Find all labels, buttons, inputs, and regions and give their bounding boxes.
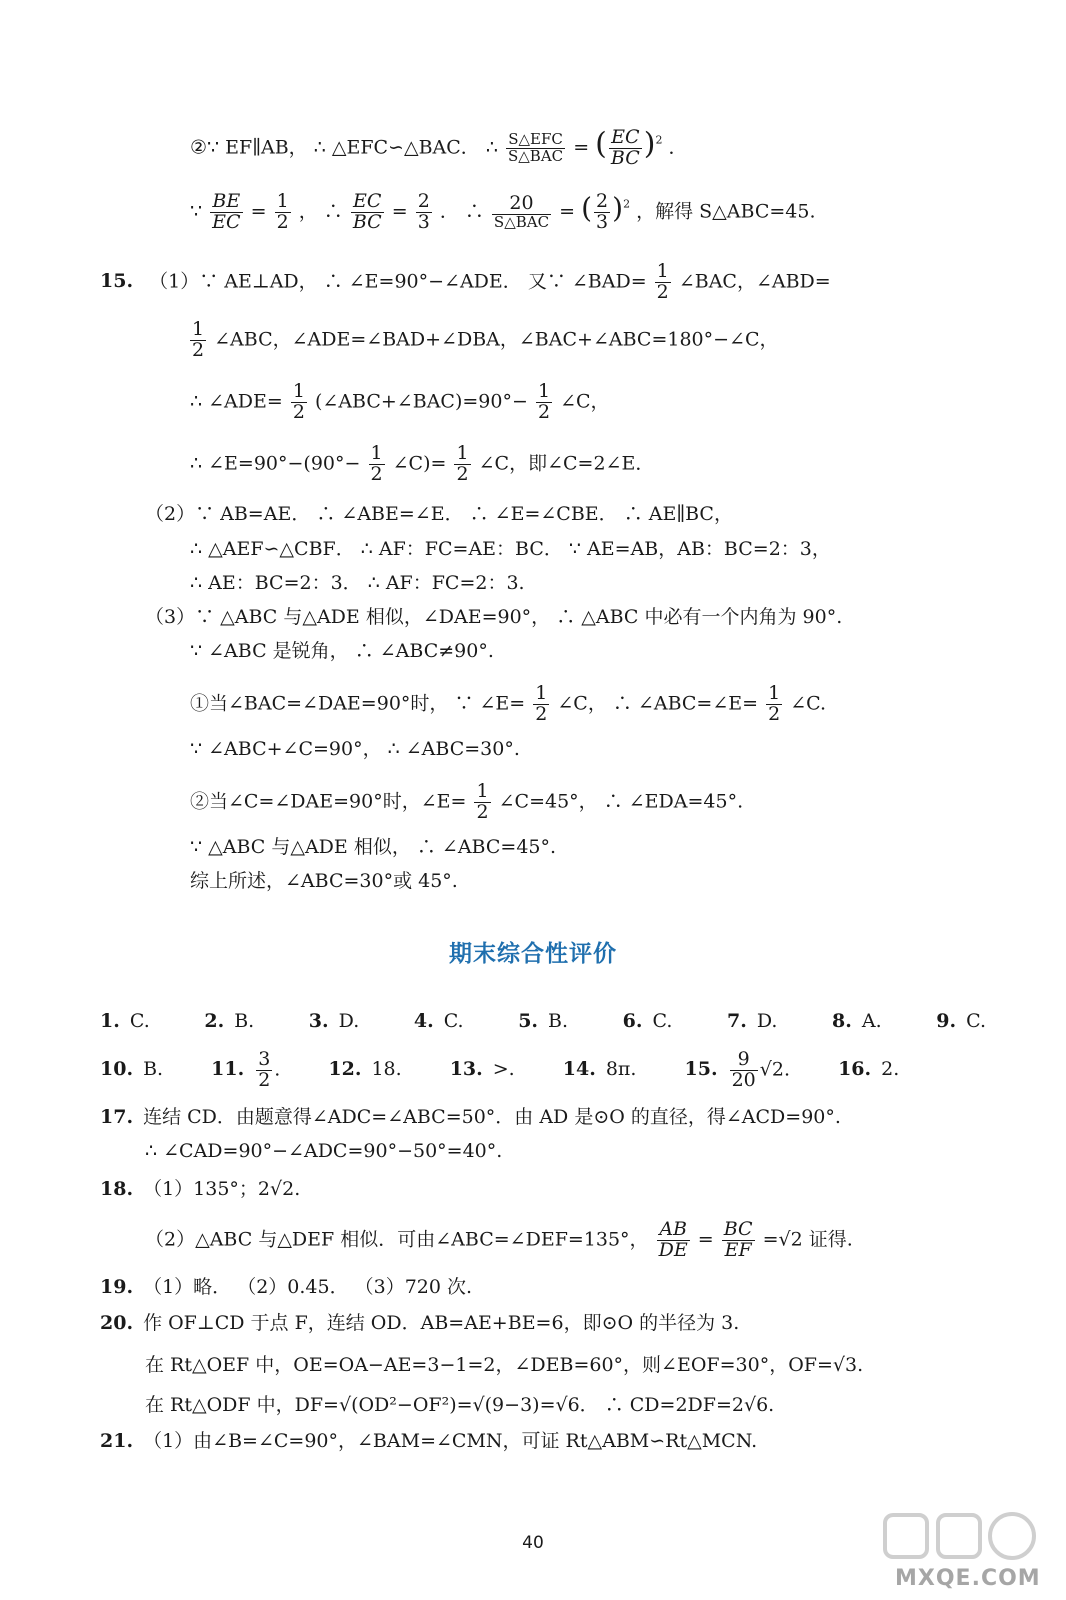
answer-item: 15. $\frac{9}{20}$ √2. <box>684 1048 791 1091</box>
page-number: 40 <box>522 1533 544 1553</box>
answer-item: 8. A. <box>832 1010 882 1032</box>
fraction: $\frac{AB}{DE}$ <box>658 1218 688 1261</box>
q15-3-line1: （3）∵ △ABC 与△ADE 相似，∠DAE=90°， ∴ △ABC 中必有一个内角为 90°. <box>145 606 843 628</box>
answer-item: 7. D. <box>726 1010 778 1032</box>
q15-line4: ∴ ∠E=90°−(90°− $\frac{1}{2}$ ∠C)= $\frac{1}{2}$ ∠C，即∠C=2∠E． <box>190 442 655 485</box>
question-number: 21. <box>100 1430 134 1452</box>
p14-line2: ∵ $\frac{BE}{EC}$ = $\frac{1}{2}$ ， ∴ $\frac{EC}{BC}$ = $\frac{2}{3}$ ． ∴ $\frac{20}{\text{S△BAC}}$ = ( $\frac{2}{3}$ )$^2$ ，解得 S△ABC=45. <box>190 190 816 233</box>
fraction: $\frac{1}{2}$ <box>192 318 205 361</box>
fraction: $\frac{2}{3}$ <box>596 190 609 233</box>
fraction: $\frac{1}{2}$ <box>456 442 469 485</box>
q15-3-line2: ∵ ∠ABC 是锐角， ∴ ∠ABC≠90°. <box>190 640 494 662</box>
fraction: $\frac{1}{2}$ <box>476 780 489 823</box>
answer-item: 6. C. <box>622 1010 673 1032</box>
question-number: 20. <box>100 1312 134 1334</box>
fraction: $\frac{3}{2}$ <box>258 1048 271 1091</box>
q18-line1: 18. （1）135°；2√2. <box>100 1178 301 1200</box>
fraction: $\frac{1}{2}$ <box>656 260 669 303</box>
answer-item: 9. C. <box>936 1010 986 1032</box>
q15-line3: ∴ ∠ADE= $\frac{1}{2}$ (∠ABC+∠BAC)=90°− $\frac{1}{2}$ ∠C， <box>190 380 610 423</box>
q21-line1: 21. （1）由∠B=∠C=90°，∠BAM=∠CMN，可证 Rt△ABM∽Rt△MCN. <box>100 1430 758 1452</box>
fraction: $\frac{1}{2}$ <box>537 380 551 423</box>
q15-3-line6: ∵ △ABC 与△ADE 相似， ∴ ∠ABC=45°. <box>190 836 557 858</box>
answer-item: 3. D. <box>308 1010 360 1032</box>
answer-item: 12. 18. <box>328 1058 402 1081</box>
q20-line1: 20. 作 OF⊥CD 于点 F，连结 OD．AB=AE+BE=6，即⊙O 的半径为 3. <box>100 1312 740 1334</box>
q18-line2: （2）△ABC 与△DEF 相似．可由∠ABC=∠DEF=135°， $\frac{AB}{DE}$ = $\frac{BC}{EF}$ =√2 证得. <box>145 1218 853 1261</box>
fraction: $\frac{BE}{EC}$ <box>212 190 241 233</box>
answer-item: 4. C. <box>413 1010 464 1032</box>
p14-line1: ②∵ EF∥AB， ∴ △EFC∽△BAC． ∴ $\frac{\text{S△EFC}}{\text{S△BAC}}$ = ( $\frac{EC}{BC}$ )$^2$ ． <box>190 126 688 169</box>
question-number: 15. <box>100 270 134 293</box>
q20-line3: 在 Rt△ODF 中，DF=√(OD²−OF²)=√(9−3)=√6． ∴ CD=2DF=2√6. <box>145 1394 775 1416</box>
fraction: $\frac{EC}{BC}$ <box>352 190 382 233</box>
q17-line1: 17. 连结 CD．由题意得∠ADC=∠ABC=50°．由 AD 是⊙O 的直径，得∠ACD=90°. <box>100 1106 841 1128</box>
q15-2-line1: （2）∵ AB=AE． ∴ ∠ABE=∠E． ∴ ∠E=∠CBE． ∴ AE∥BC， <box>145 503 733 525</box>
answer-item: 16. 2. <box>838 1058 900 1081</box>
q15-3-line3: ①当∠BAC=∠DAE=90°时， ∵ ∠E= $\frac{1}{2}$ ∠C， ∴ ∠ABC=∠E= $\frac{1}{2}$ ∠C. <box>190 682 827 725</box>
fraction: $\frac{\text{S△EFC}}{\text{S△BAC}}$ <box>507 130 564 165</box>
answer-item: 2. B. <box>204 1010 255 1032</box>
fraction: $\frac{1}{2}$ <box>276 190 289 233</box>
fraction: $\frac{BC}{EF}$ <box>723 1218 753 1261</box>
fraction: $\frac{1}{2}$ <box>292 380 305 423</box>
q19-line1: 19. （1）略． （2）0.45． （3）720 次. <box>100 1276 473 1298</box>
q20-line2: 在 Rt△OEF 中，OE=OA−AE=3−1=2，∠DEB=60°，则∠EOF=30°，OF=√3. <box>145 1354 864 1376</box>
fraction: $\frac{1}{2}$ <box>535 682 548 725</box>
question-number: 18. <box>100 1178 134 1200</box>
fraction: $\frac{9}{20}$ <box>731 1048 756 1091</box>
q15-2-line3: ∴ AE：BC=2：3． ∴ AF：FC=2：3. <box>190 572 525 594</box>
answers-row-2 <box>100 1050 941 1091</box>
fraction: $\frac{20}{\text{S△BAC}}$ <box>493 192 550 232</box>
answer-item: 10. B. <box>100 1058 164 1081</box>
fraction: $\frac{1}{2}$ <box>768 682 781 725</box>
section-title: 期末综合性评价 <box>449 941 617 967</box>
q15-2-line2: ∴ △AEF∽△CBF． ∴ AF：FC=AE：BC． ∵ AE=AB，AB：BC=2：3， <box>190 538 831 560</box>
answers-row-1 <box>100 1010 986 1032</box>
fraction: $\frac{2}{3}$ <box>417 190 430 233</box>
watermark-text: MXQE.COM <box>895 1566 1041 1591</box>
fraction: $\frac{EC}{BC}$ <box>610 126 640 169</box>
q15-3-line7: 综上所述，∠ABC=30°或 45°. <box>190 870 458 892</box>
answer-item: 5. B. <box>518 1010 569 1032</box>
q15-line2: $\frac{1}{2}$ ∠ABC，∠ADE=∠BAD+∠DBA，∠BAC+∠ABC=180°−∠C， <box>192 318 779 361</box>
q15-3-line4: ∵ ∠ABC+∠C=90°， ∴ ∠ABC=30°. <box>190 738 520 760</box>
answer-item: 11. $\frac{3}{2}$ . <box>211 1048 281 1091</box>
fraction: $\frac{1}{2}$ <box>370 442 383 485</box>
q15-line1: 15. （1）∵ AE⊥AD， ∴ ∠E=90°−∠ADE． 又∵ ∠BAD= $\frac{1}{2}$ ∠BAC，∠ABD= <box>100 260 831 303</box>
answer-item: 1. C. <box>100 1010 150 1032</box>
question-number: 19. <box>100 1276 134 1298</box>
question-number: 17. <box>100 1106 134 1128</box>
answer-item: 14. 8π. <box>562 1058 637 1081</box>
answer-item: 13. >. <box>449 1058 515 1081</box>
q15-3-line5: ②当∠C=∠DAE=90°时，∠E= $\frac{1}{2}$ ∠C=45°， ∴ ∠EDA=45°. <box>190 780 744 823</box>
q17-line2: ∴ ∠CAD=90°−∠ADC=90°−50°=40°. <box>145 1140 503 1162</box>
